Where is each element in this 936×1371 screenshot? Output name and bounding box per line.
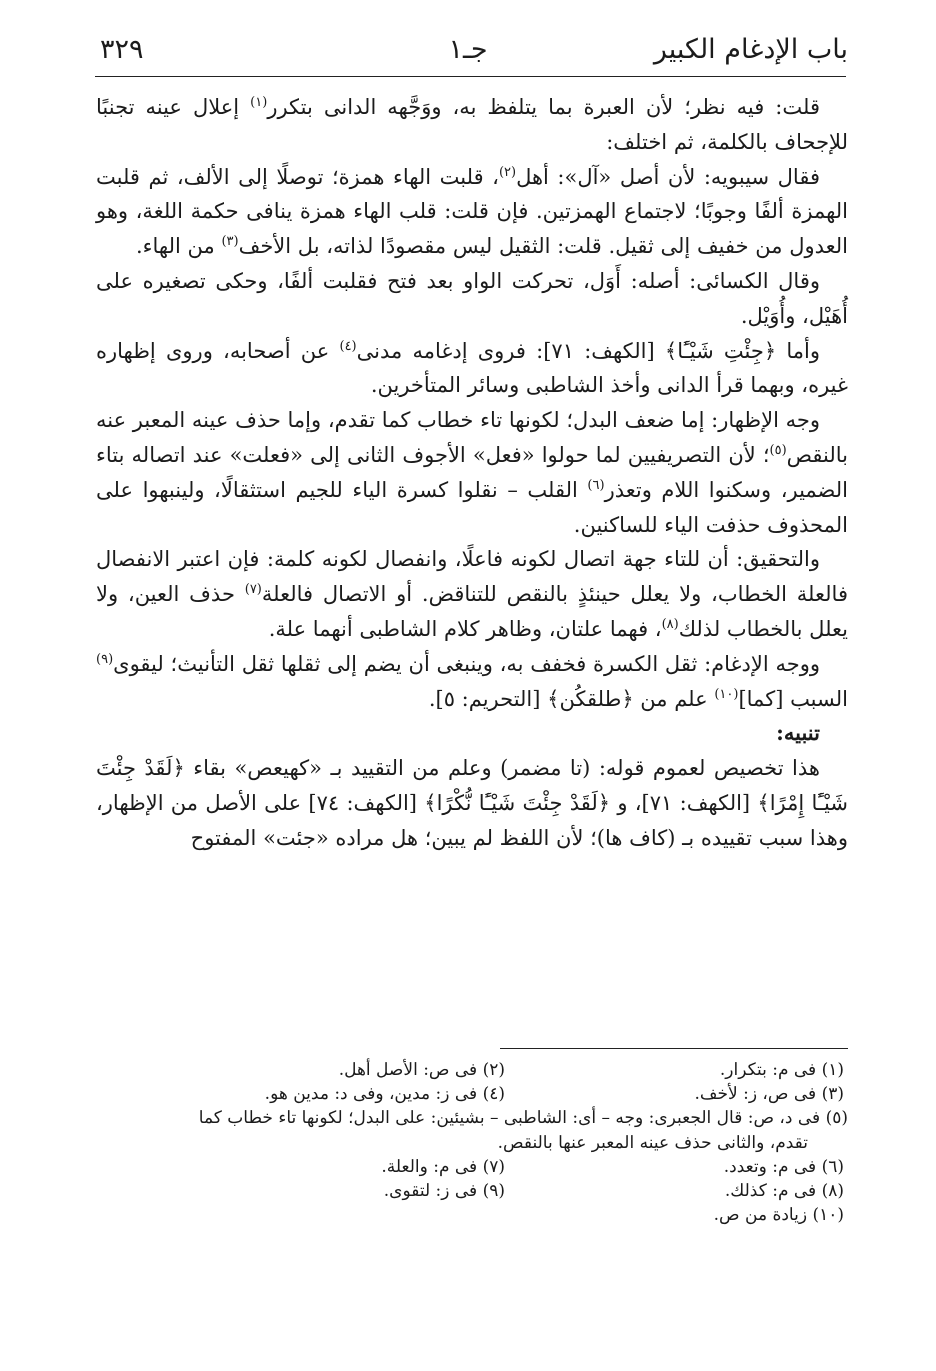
footnote-ref[interactable]: (١٠) <box>714 686 739 702</box>
footnote-ref[interactable]: (٨) <box>661 616 679 632</box>
footnote-ref[interactable]: (٣) <box>221 234 239 250</box>
text-run: قلت: فيه نظر؛ لأن العبرة بما يتلفظ به، ووَجَّهه الدانى بتكرر <box>267 95 820 119</box>
paragraph-8: هذا تخصيص لعموم قوله: (تا مضمر) وعلم من التقييد بـ «كهيعص» بقاء ﴿لَقَدْ جِئْتَ شَيْـًٔا إِمْرًا﴾ [الكهف: ٧١]، و ﴿لَقَدْ جِئْتَ شَيْـًٔا نُّكْرًا﴾ [الكهف: ٧٤] على الأصل من الإظهار، وهذا سبب تقييده بـ (كاف ها)؛ لأن اللفظ لم يبين؛ هل مراده «جئت» المفتوح <box>96 756 848 850</box>
paragraph-1 <box>96 90 848 160</box>
text-run: السبب [كما] <box>738 686 848 711</box>
chapter-title: باب الإدغام الكبير <box>653 34 848 65</box>
footnote-5: (٥) فى د، ص: قال الجعبرى: وجه – أى: الشاطبى – بشيئين: على البدل؛ لكونها تاء خطاب كما <box>198 1108 848 1129</box>
text-run: فقال سيبويه: لأن أصل «آل»: أهل <box>516 164 820 189</box>
paragraph-5 <box>96 403 848 542</box>
footnote-8: (٨) فى م: كذلك. <box>724 1181 844 1202</box>
footnote-2: (٢) فى ص: الأصل أهل. <box>338 1060 505 1080</box>
text-run: من الهاء. <box>135 234 222 259</box>
page-number: ٣٢٩ <box>100 34 144 65</box>
text-run: والتحقيق: أن للتاء جهة اتصال لكونه فاعلًا، وانفصال لكونه كلمة: فإن اعتبر الانفصال فالعلة الخطاب، ولا يعلل حينئذٍ بالنقص للتناقض. أو الاتصال فالعلة <box>96 547 848 607</box>
footnote-ref[interactable]: (٤) <box>339 338 357 354</box>
footnote-row <box>170 1131 848 1155</box>
footnote-ref[interactable]: (٢) <box>498 164 517 180</box>
text-run: علم من ﴿طلقكُن﴾ [التحريم: ٥]. <box>428 686 715 711</box>
footnote-3: (٣) فى ص، ز: لأخف. <box>694 1084 844 1105</box>
footnote-row <box>170 1179 848 1203</box>
text-run: ، فهما علتان، وظاهر كلام الشاطبى أنهما علة. <box>268 616 662 641</box>
footnote-row <box>170 1058 848 1082</box>
footnote-4: (٤) فى ز: مدين، وفى د: مدين هو. <box>264 1084 505 1105</box>
footnote-1: (١) فى م: بتكرار. <box>719 1060 844 1080</box>
footnote-row <box>170 1155 848 1179</box>
main-text <box>96 90 848 856</box>
paragraph-7 <box>96 647 848 717</box>
footnote-ref[interactable]: (٧) <box>244 582 262 598</box>
volume-label: جـ١ <box>448 34 488 65</box>
footnote-ref[interactable]: (٦) <box>587 477 605 493</box>
text-run: حذف العين، ولا يعلل بالخطاب لذلك <box>96 582 848 641</box>
text-run: ، قلبت الهاء همزة؛ توصلًا إلى الألف، ثم قلبت الهمزة ألفًا وجوبًا؛ لاجتماع الهمزتين. فإن قلت: قلب الهاء همزة ينافى حكمة اللغة، وهو العدول من خفيف إلى ثقيل. قلت: الثقيل ليس مقصودًا لذاته، بل الأخف <box>96 164 848 259</box>
paragraph-4 <box>96 334 848 404</box>
footnote-5-continued: تقدم، والثانى حذف عينه المعبر عنها بالنقص. <box>497 1132 808 1153</box>
footnote-row <box>170 1203 848 1227</box>
footnote-9: (٩) فى ز: لتقوى. <box>383 1181 505 1202</box>
text-run: وجه الإظهار: إما ضعف البدل؛ لكونها تاء خطاب كما تقدم، وإما حذف عينه المعبر عنه بالنقص <box>96 408 848 467</box>
text-run: ووجه الإدغام: ثقل الكسرة فخفف به، وينبغى أن يضم إلى ثقلها ثقل التأنيث؛ ليقوى <box>113 651 820 676</box>
footnote-7: (٧) فى م: والعلة. <box>381 1156 505 1177</box>
footnote-ref[interactable]: (١) <box>250 95 268 110</box>
text-run: وأما ﴿جِئْتِ شَيْـًٔا﴾ [الكهف: ٧١]: فروى إدغامه مدنى <box>356 338 820 363</box>
footnote-divider <box>500 1048 848 1049</box>
paragraph-6 <box>96 542 848 646</box>
text-run: إعلال عينه تجنبًا للإجحاف بالكلمة، ثم اختلف: <box>96 95 848 154</box>
footnote-ref[interactable]: (٥) <box>769 442 787 458</box>
footnote-6: (٦) فى م: وتعدد. <box>723 1156 844 1177</box>
paragraph-2 <box>96 160 848 264</box>
text-run: عن أصحابه، وروى إظهاره غيره، وبهما قرأ الدانى وأخذ الشاطبى وسائر المتأخرين. <box>96 338 848 398</box>
header-divider <box>95 76 846 77</box>
text-run: القلب – نقلوا كسرة الياء للجيم استثقالًا، ولينبهوا على المحذوف حذفت الياء للساكنين. <box>96 477 848 537</box>
section-heading: تنبيه: <box>776 720 820 746</box>
footnote-row <box>170 1082 848 1106</box>
footnote-ref[interactable]: (٩) <box>96 651 114 667</box>
footnote-row <box>170 1106 848 1130</box>
footnote-10: (١٠) زيادة من ص. <box>713 1205 844 1226</box>
paragraph-3: وقال الكسائى: أصله: أَوَل، تحركت الواو بعد فتح فقلبت ألفًا، وحكى تصغيره على أُهَيْل، وأُوَيْل. <box>96 268 848 328</box>
footnotes <box>170 1058 848 1227</box>
text-run: ؛ لأن التصريفيين لما حولوا «فعل» الأجوف الثانى إلى «فعلت» عند اتصاله بتاء الضمير، وسكنوا اللام وتعذر <box>96 442 848 502</box>
